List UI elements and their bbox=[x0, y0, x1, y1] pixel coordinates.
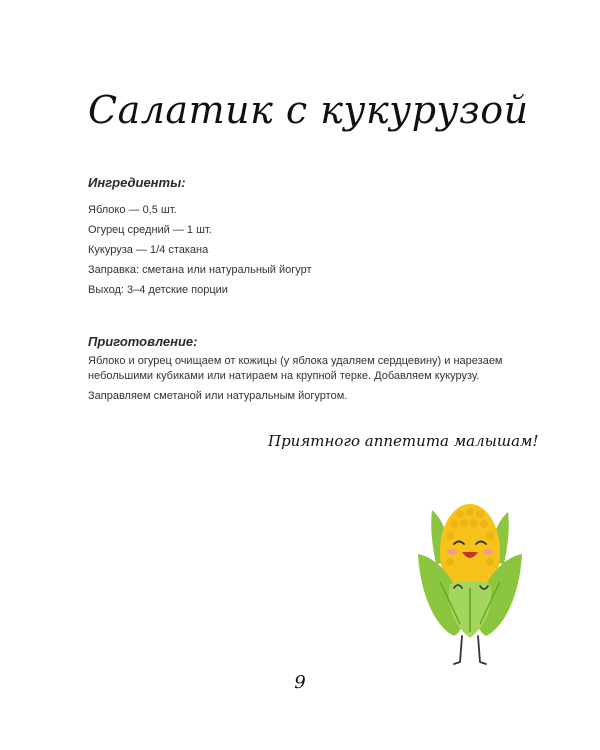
preparation-heading: Приготовление: bbox=[88, 334, 198, 349]
preparation-paragraph: Яблоко и огурец очищаем от кожицы (у яблока удаляем сердцевину) и нарезаем небольшими кубиками или натираем на крупной терке. Добавляем кукурузу. bbox=[88, 355, 503, 382]
ingredient-item: Кукуруза — 1/4 стакана bbox=[88, 244, 209, 256]
ingredient-item: Огурец средний — 1 шт. bbox=[88, 224, 212, 236]
recipe-title: Салатик с кукурузой bbox=[88, 88, 529, 132]
preparation-text bbox=[88, 354, 518, 409]
ingredient-item: Яблоко — 0,5 шт. bbox=[88, 204, 177, 216]
page-number: 9 bbox=[294, 672, 306, 693]
corn-mascot-icon bbox=[410, 492, 530, 672]
preparation-paragraph: Заправляем сметаной или натуральным йогуртом. bbox=[88, 390, 348, 402]
closing-wish: Приятного аппетита малышам! bbox=[268, 432, 539, 450]
ingredient-item: Выход: 3–4 детские порции bbox=[88, 284, 228, 296]
ingredients-list bbox=[88, 200, 312, 300]
ingredients-heading: Ингредиенты: bbox=[88, 175, 186, 190]
ingredient-item: Заправка: сметана или натуральный йогурт bbox=[88, 264, 312, 276]
